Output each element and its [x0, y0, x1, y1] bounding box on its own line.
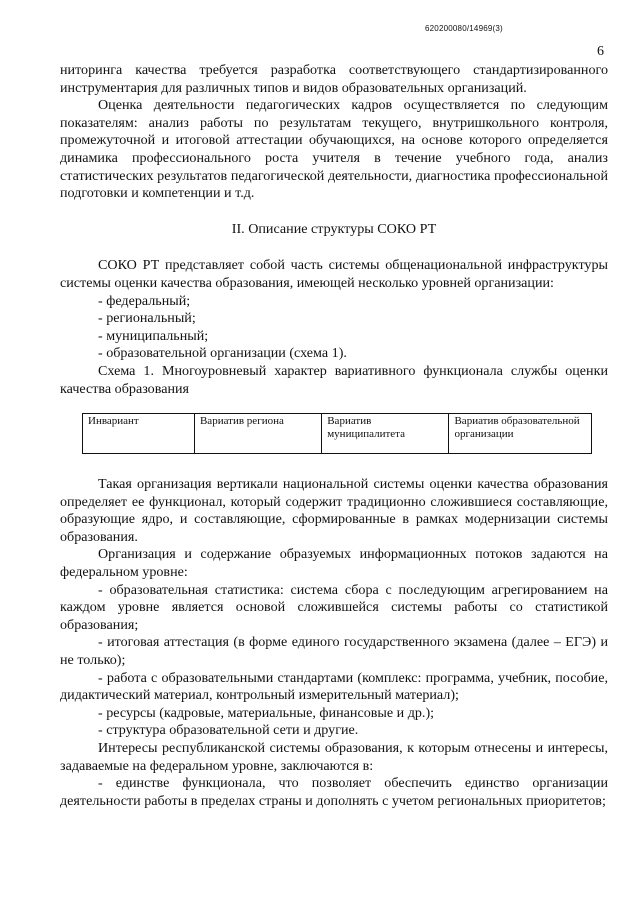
document-body — [60, 62, 608, 810]
level-item: - образовательной организации (схема 1). — [98, 345, 347, 362]
paragraph-vertical-organization: Такая организация вертикали национальной системы оценки качества образования определяет ее функционал, который содержит традиционно сложившиеся составляющие, образующие ядро, и составляющие, сформированные в рамках модернизации системы образования. — [60, 476, 608, 545]
paragraph-interests: Интересы республиканской системы образования, к которым отнесены и интересы, задаваемые на федеральном уровне, заключаются в: — [60, 740, 608, 774]
table-row — [83, 414, 592, 454]
interests-item: - единстве функционала, что позволяет обеспечить единство организации деятельности работы в пределах страны и дополнять с учетом региональных приоритетов; — [60, 775, 608, 809]
table-cell-municipality: Вариатив муниципалитета — [322, 414, 449, 454]
level-item: - муниципальный; — [98, 327, 209, 344]
level-item: - федеральный; — [98, 292, 191, 309]
section-heading: II. Описание структуры СОКО РТ — [231, 220, 437, 237]
page-number: 6 — [597, 44, 604, 59]
federal-item: - структура образовательной сети и другие. — [98, 722, 359, 739]
document-id: 620200080/14969(3) — [425, 24, 503, 33]
federal-item: - работа с образовательными стандартами (комплекс: программа, учебник, пособие, дидактический материал, контрольный измерительный материал); — [60, 669, 608, 704]
paragraph-teacher-evaluation: Оценка деятельности педагогических кадров осуществляется по следующим показателям: анализ работы по результатам текущего, внутришкольного контроля, промежуточной и итоговой аттестации обучающихся, на основе которого определяется динамика профессионального роста учителя в течение учебного года, анализ статистических результатов педагогической деятельности, диагностика профессиональной подготовки и компетенции и т.д. — [60, 97, 608, 202]
table-cell-organization: Вариатив образовательной организации — [449, 414, 592, 454]
level-item: - региональный; — [98, 310, 196, 327]
federal-item: - ресурсы (кадровые, материальные, финансовые и др.); — [98, 704, 435, 721]
table-cell-invariant: Инвариант — [83, 414, 195, 454]
scheme-table — [82, 413, 592, 454]
federal-item: - образовательная статистика: система сбора с последующим агрегированием на каждом уровне является основой сложившейся системы работы со статистикой образования; — [60, 581, 608, 633]
paragraph-structure: СОКО РТ представляет собой часть системы общенациональной инфраструктуры системы оценки качества образования, имеющей несколько уровней организации: — [60, 257, 608, 291]
federal-item: - итоговая аттестация (в форме единого государственного экзамена (далее – ЕГЭ) и не только); — [60, 634, 608, 669]
paragraph-information-flows: Организация и содержание образуемых информационных потоков задаются на федеральном уровне: — [60, 546, 608, 581]
scheme-caption: Схема 1. Многоуровневый характер вариативного функционала службы оценки качества образования — [60, 362, 608, 397]
paragraph-continuation: ниторинга качества требуется разработка соответствующего стандартизированного инструментария для различных типов и видов образовательных организаций. — [60, 62, 608, 96]
table-cell-region: Вариатив региона — [194, 414, 321, 454]
